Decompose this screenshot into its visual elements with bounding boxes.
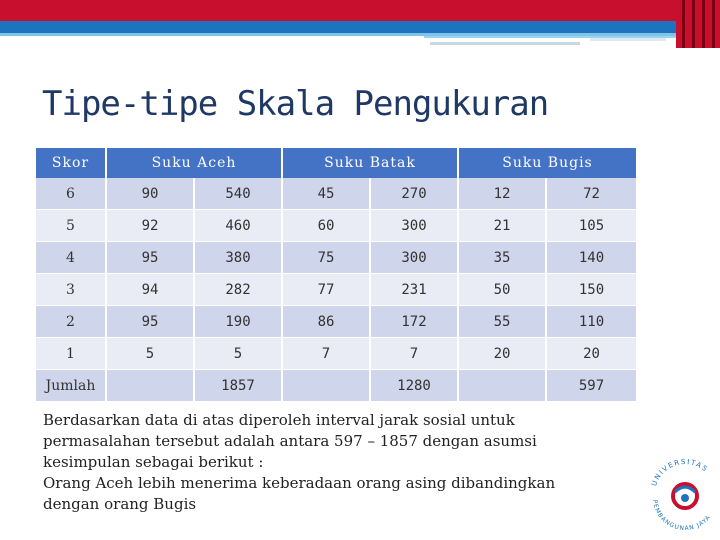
scale-table <box>36 148 636 402</box>
cell: 90 <box>106 178 194 210</box>
table-row <box>36 274 636 306</box>
cell: 60 <box>282 210 370 242</box>
top-grey-stripe-2 <box>590 38 666 41</box>
cell-skor: 6 <box>36 178 106 210</box>
cell: 300 <box>370 210 458 242</box>
paragraph-line: Berdasarkan data di atas diperoleh interval jarak sosial untuk <box>43 411 515 429</box>
paragraph-line: permasalahan tersebut adalah antara 597 – 1857 dengan asumsi <box>43 432 537 450</box>
cell: 94 <box>106 274 194 306</box>
logo-dot-icon <box>681 494 689 502</box>
table-row <box>36 178 636 210</box>
cell-skor: 3 <box>36 274 106 306</box>
cell-skor: 2 <box>36 306 106 338</box>
logo-bottom-text: PEMBANGUNAN JAYA <box>650 499 713 532</box>
cell-jumlah-bugis: 597 <box>546 370 636 402</box>
cell: 300 <box>370 242 458 274</box>
cell: 12 <box>458 178 546 210</box>
cell: 460 <box>194 210 282 242</box>
cell: 231 <box>370 274 458 306</box>
cell-empty <box>282 370 370 402</box>
cell: 282 <box>194 274 282 306</box>
cell-skor: 1 <box>36 338 106 370</box>
cell: 540 <box>194 178 282 210</box>
cell-skor: 5 <box>36 210 106 242</box>
cell-jumlah-label: Jumlah <box>36 370 106 402</box>
cell-jumlah-aceh: 1857 <box>194 370 282 402</box>
cell: 110 <box>546 306 636 338</box>
cell: 172 <box>370 306 458 338</box>
cell-skor: 4 <box>36 242 106 274</box>
slide-title: Tipe-tipe Skala Pengukuran <box>42 84 549 124</box>
header-skor: Skor <box>36 148 106 178</box>
cell: 5 <box>106 338 194 370</box>
logo-top-text: UNIVERSITAS <box>650 457 710 488</box>
paragraph-line: dengan orang Bugis <box>43 495 197 513</box>
header-suku-aceh: Suku Aceh <box>106 148 282 178</box>
cell: 5 <box>194 338 282 370</box>
table-row <box>36 242 636 274</box>
cell: 20 <box>458 338 546 370</box>
cell: 270 <box>370 178 458 210</box>
cell: 380 <box>194 242 282 274</box>
cell: 75 <box>282 242 370 274</box>
cell: 92 <box>106 210 194 242</box>
cell: 45 <box>282 178 370 210</box>
cell: 105 <box>546 210 636 242</box>
cell: 86 <box>282 306 370 338</box>
cell-empty <box>106 370 194 402</box>
paragraph-line: kesimpulan sebagai berikut : <box>43 453 264 471</box>
cell: 77 <box>282 274 370 306</box>
cell: 21 <box>458 210 546 242</box>
cell: 95 <box>106 242 194 274</box>
cell: 72 <box>546 178 636 210</box>
paragraph-line: Orang Aceh lebih menerima keberadaan orang asing dibandingkan <box>43 474 556 492</box>
cell: 190 <box>194 306 282 338</box>
cell: 140 <box>546 242 636 274</box>
table-row <box>36 338 636 370</box>
table-header-row <box>36 148 636 178</box>
table-row <box>36 306 636 338</box>
cell: 50 <box>458 274 546 306</box>
cell: 55 <box>458 306 546 338</box>
cell: 7 <box>370 338 458 370</box>
header-suku-batak: Suku Batak <box>282 148 458 178</box>
university-logo <box>645 452 720 532</box>
cell-empty <box>458 370 546 402</box>
cell: 35 <box>458 242 546 274</box>
top-red-bar <box>0 0 720 21</box>
top-grey-stripe-1 <box>430 42 580 45</box>
table-row-jumlah <box>36 370 636 402</box>
cell: 95 <box>106 306 194 338</box>
cell: 20 <box>546 338 636 370</box>
corner-accent <box>676 0 720 48</box>
logo-arc-icon <box>675 487 695 492</box>
table-row <box>36 210 636 242</box>
cell: 150 <box>546 274 636 306</box>
header-suku-bugis: Suku Bugis <box>458 148 636 178</box>
conclusion-paragraph <box>43 410 603 515</box>
cell: 7 <box>282 338 370 370</box>
cell-jumlah-batak: 1280 <box>370 370 458 402</box>
top-blue-bar <box>0 21 720 33</box>
